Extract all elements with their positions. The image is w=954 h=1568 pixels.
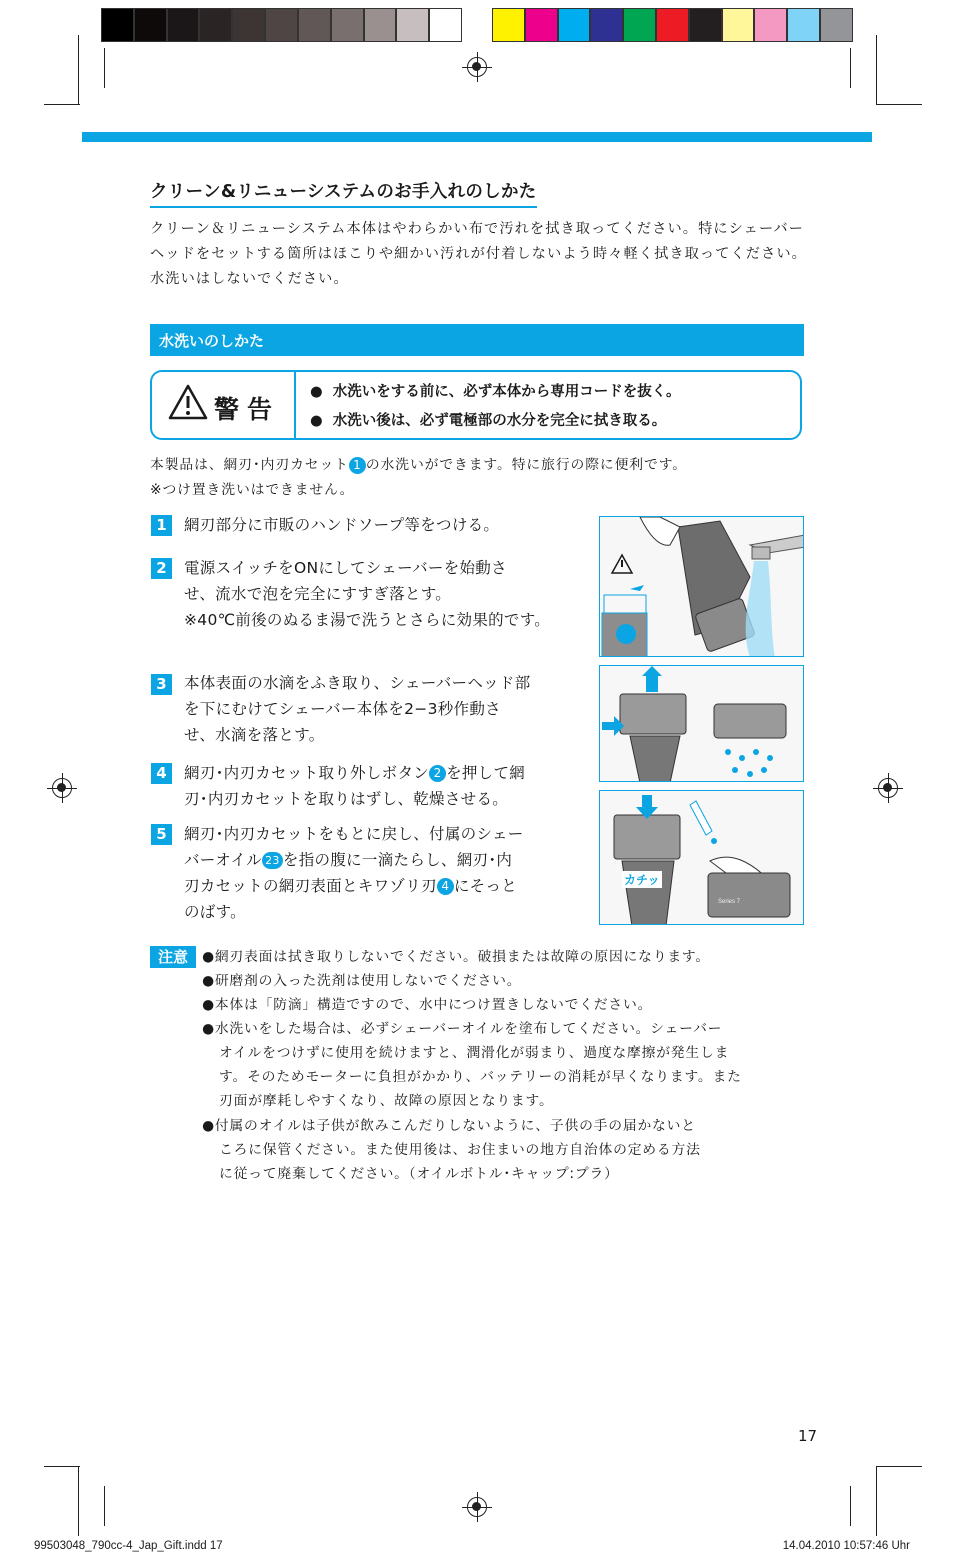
caution-note: ●本体は「防滴」構造ですので、水中につけ置きしないでください。: [202, 997, 653, 1013]
color-swatch: [199, 8, 232, 42]
part-number-badge: 2: [429, 765, 446, 782]
step-text: 本体表面の水滴をふき取り、シェーバーヘッド部 を下にむけてシェーバー本体を2−3秒作動さ せ、水滴を落とす。: [184, 674, 531, 744]
caution-label: 注意: [150, 946, 196, 968]
color-swatch: [331, 8, 364, 42]
color-swatch: [265, 8, 298, 42]
color-swatch: [492, 8, 525, 42]
page-number: 17: [798, 1427, 818, 1445]
crop-mark: [850, 48, 851, 88]
color-swatch: [134, 8, 167, 42]
washable-note: 本製品は、網刃･内刃カセット 1 の水洗いができます。特に旅行の際に便利です。 ※つけ置き洗いはできません。: [150, 457, 687, 498]
caution-note: ●水洗いをした場合は、必ずシェーバーオイルを塗布してください。シェーバー オイルをつけずに使用を続けますと、潤滑化が弱まり、過度な摩擦が発生しま す。そのためモーターに負担がかかり、バッテリーの消耗が早くなります。また 刃面が摩耗しやすくなり、故障の原因となります。: [202, 1021, 742, 1109]
crop-mark: [850, 1486, 851, 1526]
registration-mark-icon: [878, 778, 898, 798]
warning-label: 警告: [214, 395, 281, 424]
dry-illustration: [599, 665, 804, 782]
crop-mark: [78, 1466, 79, 1536]
crop-mark: [44, 104, 80, 105]
warning-item: ● 水洗いをする前に、必ず本体から専用コードを抜く。: [310, 384, 681, 400]
footer-timestamp: 14.04.2010 10:57:46 Uhr: [782, 1540, 910, 1552]
oil-illustration: [599, 790, 804, 925]
page-title: クリーン&リニューシステムのお手入れのしかた: [150, 178, 537, 208]
crop-mark: [44, 1466, 80, 1467]
color-swatch: [525, 8, 558, 42]
intro-paragraph: クリーン＆リニューシステム本体はやわらかい布で汚れを拭き取ってください。特にシェーバーヘッドをセットする箇所はほこりや細かい汚れが付着しないよう時々軽く拭き取ってください。水洗いはしないでください。: [150, 221, 807, 287]
part-number-badge: 4: [437, 878, 454, 895]
color-swatch: [820, 8, 853, 42]
crop-mark: [876, 1466, 922, 1467]
warning-divider: [294, 372, 296, 438]
color-swatch: [656, 8, 689, 42]
color-swatch: [429, 8, 462, 42]
registration-mark-icon: [467, 57, 487, 77]
device-series-label: Series 7: [718, 899, 741, 905]
color-swatch: [298, 8, 331, 42]
crop-mark: [104, 1486, 105, 1526]
caution-note: ●網刃表面は拭き取りしないでください。破損または故障の原因になります。: [202, 949, 711, 965]
color-swatch: [558, 8, 591, 42]
print-color-bar: [101, 8, 853, 42]
section-header: [150, 324, 804, 356]
click-sound-label: カチッ: [624, 873, 660, 887]
crop-mark: [78, 35, 79, 105]
step-text: 電源スイッチをONにしてシェーバーを始動さ せ、流水で泡を完全にすすぎ落とす。 ※40℃前後のぬるま湯で洗うとさらに効果的です。: [184, 559, 551, 629]
header-band: [82, 132, 872, 142]
step-number: 5: [151, 824, 172, 845]
crop-mark: [104, 48, 105, 88]
registration-mark-icon: [467, 1497, 487, 1517]
color-swatch: [396, 8, 429, 42]
warning-triangle-icon: [168, 384, 208, 420]
footer-file-info: 99503048_790cc-4_Jap_Gift.indd 17: [34, 1540, 223, 1552]
swatch-gap: [462, 8, 492, 42]
color-swatch: [754, 8, 787, 42]
color-swatch: [590, 8, 623, 42]
caution-note: ●研磨剤の入った洗剤は使用しないでください。: [202, 973, 522, 989]
color-swatch: [167, 8, 200, 42]
caution-note: ●付属のオイルは子供が飲みこんだりしないように、子供の手の届かないと ころに保管ください。また使用後は、お住まいの地方自治体の定める方法 に従って廃棄してください。（オイルボトル･キャップ:プラ）: [202, 1118, 701, 1182]
step-number: 4: [151, 763, 172, 784]
step-text: 網刃･内刃カセット取り外しボタン 2 を押して網 刃･内刃カセットを取りはずし、乾燥させる。: [184, 764, 526, 808]
part-number-badge: 1: [349, 457, 366, 474]
color-swatch: [232, 8, 265, 42]
crop-mark: [876, 35, 877, 105]
step-number: 3: [151, 674, 172, 695]
rinse-illustration: [599, 516, 804, 657]
crop-mark: [876, 104, 922, 105]
warning-box: [150, 370, 802, 440]
crop-mark: [876, 1466, 877, 1536]
color-swatch: [364, 8, 397, 42]
part-number-badge: 23: [262, 852, 283, 869]
color-swatch: [623, 8, 656, 42]
step-number: 2: [151, 558, 172, 579]
color-swatch: [722, 8, 755, 42]
warning-item: ● 水洗い後は、必ず電極部の水分を完全に拭き取る。: [310, 413, 667, 429]
step-number: 1: [151, 515, 172, 536]
color-swatch: [101, 8, 134, 42]
color-swatch: [787, 8, 820, 42]
step-text: 網刃･内刃カセットをもとに戻し、付属のシェー バーオイル 23 を指の腹に一滴たらし、網刃･内 刃カセットの網刃表面とキワゾリ刃 4 にそっと のばす。: [184, 825, 524, 921]
section-title: 水洗いのしかた: [159, 332, 265, 350]
color-swatch: [689, 8, 722, 42]
registration-mark-icon: [52, 778, 72, 798]
step-text: 網刃部分に市販のハンドソープ等をつける。: [184, 516, 500, 534]
